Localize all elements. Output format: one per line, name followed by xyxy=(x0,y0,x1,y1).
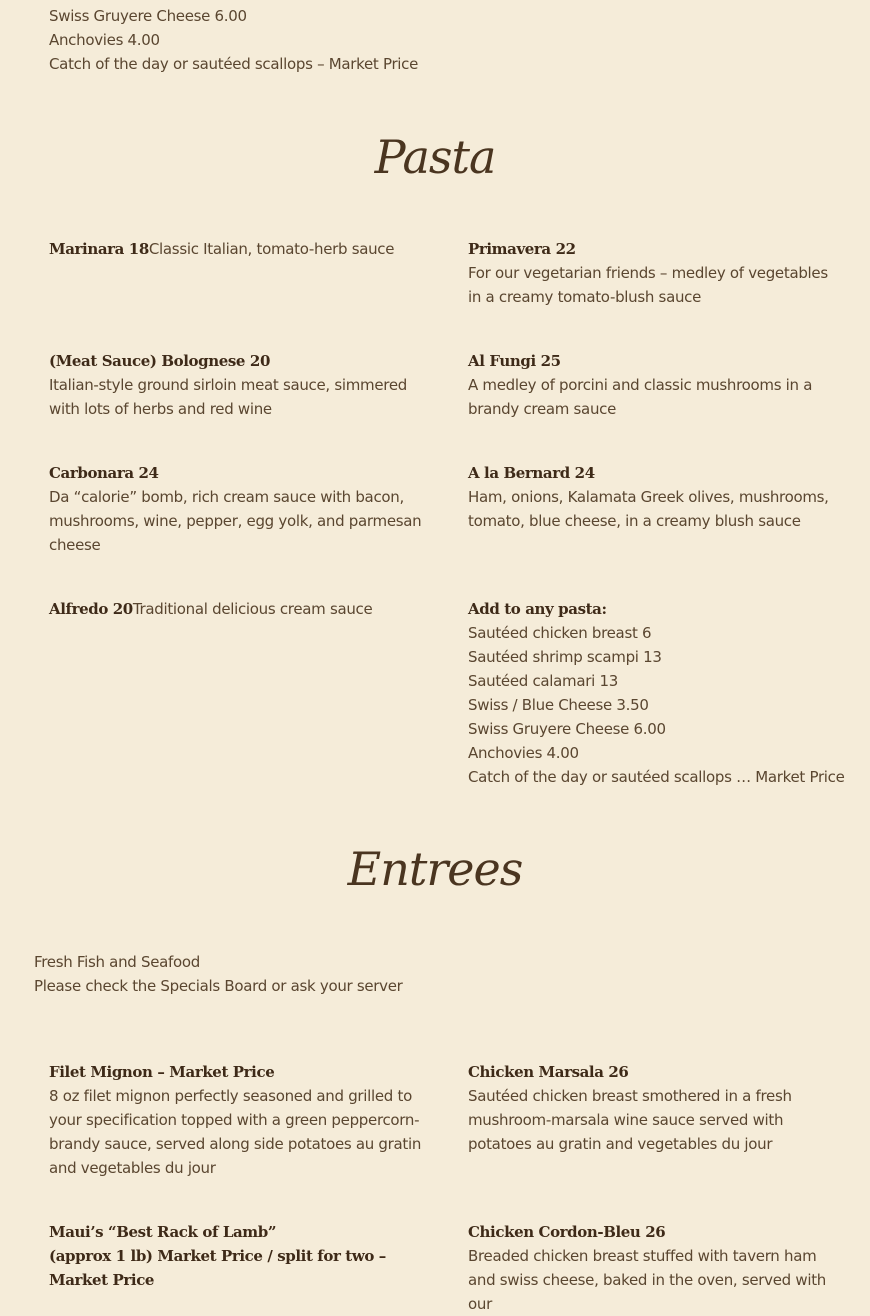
item-name: (approx 1 lb) Market Price / split for two – xyxy=(49,1247,386,1265)
addon-line: Catch of the day or sautéed scallops – Market Price xyxy=(49,55,419,73)
addon-line: Anchovies 4.00 xyxy=(49,31,160,49)
menu-item-chicken-cordon-bleu xyxy=(468,1220,843,1316)
menu-item-primavera xyxy=(468,237,843,309)
item-name: Maui’s “Best Rack of Lamb” xyxy=(49,1223,277,1241)
menu-item-carbonara xyxy=(49,461,424,557)
addon-line: Swiss Gruyere Cheese 6.00 xyxy=(468,720,666,738)
addons-heading: Add to any pasta: xyxy=(468,600,607,618)
item-name: Filet Mignon – Market Price xyxy=(49,1063,275,1081)
item-name: A la Bernard 24 xyxy=(468,464,595,482)
item-name: Market Price xyxy=(49,1271,155,1289)
pasta-addons xyxy=(468,597,843,789)
item-description: Classic Italian, tomato-herb sauce xyxy=(148,240,395,258)
specials-notice xyxy=(34,950,403,998)
item-description: Breaded chicken breast stuffed with tavern ham and swiss cheese, baked in the oven, served with our xyxy=(468,1247,826,1313)
item-name: Chicken Cordon-Bleu 26 xyxy=(468,1223,666,1241)
addon-line: Swiss / Blue Cheese 3.50 xyxy=(468,696,649,714)
item-name: Alfredo 20 xyxy=(49,600,133,618)
item-description: 8 oz filet mignon perfectly seasoned and grilled to your specification topped with a green peppercorn-brandy sauce, served along side potatoes au gratin and vegetables du jour xyxy=(49,1087,422,1177)
item-description: Ham, onions, Kalamata Greek olives, mushrooms, tomato, blue cheese, in a creamy blush sauce xyxy=(468,488,829,530)
pasta-section-title: Pasta xyxy=(374,130,496,184)
addon-line: Sautéed chicken breast 6 xyxy=(468,624,652,642)
menu-item-filet-mignon xyxy=(49,1060,424,1180)
item-description: Traditional delicious cream sauce xyxy=(132,600,373,618)
addon-line: Catch of the day or sautéed scallops … Market Price xyxy=(468,768,845,786)
menu-item-alfredo xyxy=(49,597,424,621)
previous-addons-list xyxy=(49,4,418,76)
addon-line: Sautéed calamari 13 xyxy=(468,672,618,690)
notice-line: Fresh Fish and Seafood xyxy=(34,953,200,971)
item-name: Chicken Marsala 26 xyxy=(468,1063,629,1081)
menu-item-chicken-marsala xyxy=(468,1060,843,1156)
item-description: Da “calorie” bomb, rich cream sauce with bacon, mushrooms, wine, pepper, egg yolk, and parmesan cheese xyxy=(49,488,422,554)
notice-line: Please check the Specials Board or ask your server xyxy=(34,977,403,995)
item-description: Sautéed chicken breast smothered in a fresh mushroom-marsala wine sauce served with potatoes au gratin and vegetables du jour xyxy=(468,1087,792,1153)
item-description: Italian-style ground sirloin meat sauce, simmered with lots of herbs and red wine xyxy=(49,376,407,418)
menu-item-bolognese xyxy=(49,349,424,421)
item-name: Marinara 18 xyxy=(49,240,149,258)
addon-line: Anchovies 4.00 xyxy=(468,744,579,762)
menu-item-marinara xyxy=(49,237,424,261)
item-name: Al Fungi 25 xyxy=(468,352,561,370)
item-name: (Meat Sauce) Bolognese 20 xyxy=(49,352,270,370)
item-name: Primavera 22 xyxy=(468,240,576,258)
item-name: Carbonara 24 xyxy=(49,464,159,482)
menu-item-a-la-bernard xyxy=(468,461,843,533)
menu-item-al-fungi xyxy=(468,349,843,421)
entrees-section-title: Entrees xyxy=(347,842,523,896)
addon-line: Swiss Gruyere Cheese 6.00 xyxy=(49,7,247,25)
addon-line: Sautéed shrimp scampi 13 xyxy=(468,648,662,666)
menu-item-rack-of-lamb xyxy=(49,1220,424,1292)
item-description: A medley of porcini and classic mushrooms in a brandy cream sauce xyxy=(468,376,813,418)
item-description: For our vegetarian friends – medley of vegetables in a creamy tomato-blush sauce xyxy=(468,264,828,306)
